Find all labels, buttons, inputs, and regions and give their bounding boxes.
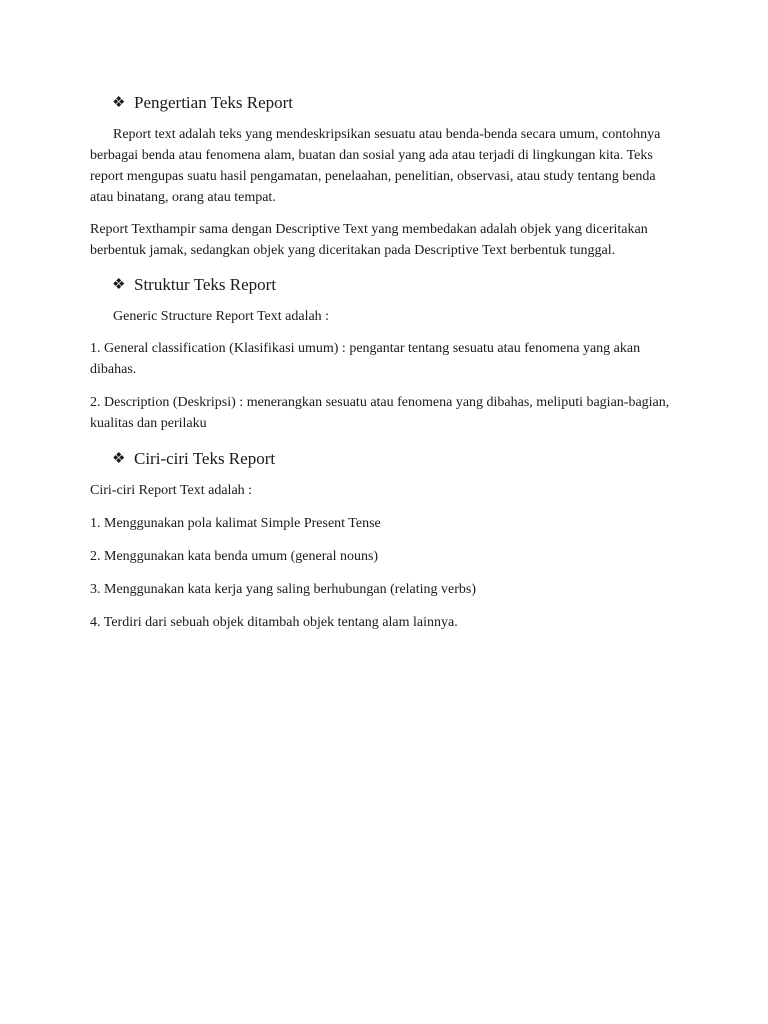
section-intro: Generic Structure Report Text adalah : [113,309,330,324]
document-page [90,90,670,645]
paragraph: Report Texthampir sama dengan Descriptive Text yang membedakan adalah objek yang diceritakan berbentuk jamak, sedangkan objek yang diceritakan pada Descriptive Text berbentuk tunggal. [90,222,648,258]
section-heading-ciri-ciri [90,446,670,472]
heading-text: Pengertian Teks Report [134,93,294,112]
list-item: 1. Menggunakan pola kalimat Simple Present Tense [90,516,381,531]
heading-text: Ciri-ciri Teks Report [134,449,276,468]
section-heading-pengertian [90,90,670,116]
list-item: 3. Menggunakan kata kerja yang saling berhubungan (relating verbs) [90,582,477,597]
diamond-bullet-icon: ❖ [112,95,126,111]
list-item: 2. Description (Deskripsi) : menerangkan sesuatu atau fenomena yang dibahas, meliputi bagian-bagian, kualitas dan perilaku [90,395,670,431]
diamond-bullet-icon: ❖ [112,451,126,467]
paragraph: Report text adalah teks yang mendeskripsikan sesuatu atau benda-benda secara umum, contohnya berbagai benda atau fenomena alam, buatan dan sosial yang ada atau terjadi di lingkungan kita. Teks report mengupas suatu hasil pengamatan, penelaahan, penelitian, observasi, atau study tentang benda atau binatang, orang atau tempat. [90,127,661,205]
list-item: 1. General classification (Klasifikasi umum) : pengantar tentang sesuatu atau fenomena yang akan dibahas. [90,341,641,377]
heading-text: Struktur Teks Report [134,275,277,294]
list-item: 2. Menggunakan kata benda umum (general nouns) [90,549,379,564]
diamond-bullet-icon: ❖ [112,277,126,293]
list-item: 4. Terdiri dari sebuah objek ditambah objek tentang alam lainnya. [90,615,458,630]
section-intro: Ciri-ciri Report Text adalah : [90,483,253,498]
section-heading-struktur [90,272,670,298]
